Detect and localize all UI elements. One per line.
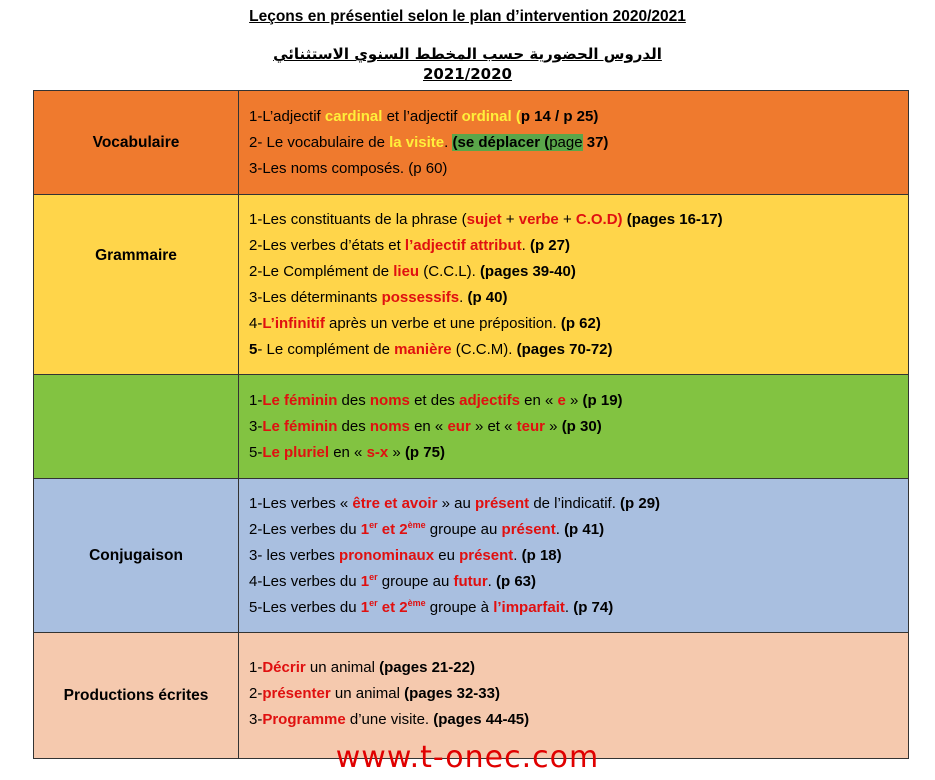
category-empty xyxy=(34,375,239,479)
lesson-line: 4-L’infinitif après un verbe et une préposition. (p 62) xyxy=(249,314,601,332)
lesson-line: 1-L’adjectif cardinal et l’adjectif ordinal (p 14 / p 25) xyxy=(249,107,599,125)
arabic-title-text: الدروس الحضورية حسب المخطط السنوي الاستثنائي xyxy=(273,45,662,63)
lesson-line: 5-Le pluriel en « s-x » (p 75) xyxy=(249,443,445,461)
lesson-line: 1-Le féminin des noms et des adjectifs en « e » (p 19) xyxy=(249,391,623,409)
lesson-line: 2- Le vocabulaire de la visite. (se déplacer (page 37) xyxy=(249,133,609,151)
lessons-table xyxy=(33,90,909,759)
lesson-line: 3-Programme d’une visite. (pages 44-45) xyxy=(249,711,530,728)
lesson-line: 4-Les verbes du 1er groupe au futur. (p 63) xyxy=(249,571,537,590)
category-grammaire: Grammaire xyxy=(34,195,239,375)
lesson-line: 3-Les déterminants possessifs. (p 40) xyxy=(249,288,508,306)
row-vocabulaire xyxy=(34,91,909,195)
lesson-line: 3- les verbes pronominaux eu présent. (p 18) xyxy=(249,546,562,564)
content-orthographe xyxy=(239,375,909,479)
lesson-line: 3-Les noms composés. (p 60) xyxy=(249,159,448,177)
lesson-line: 5-Les verbes du 1er et 2ème groupe à l’imparfait. (p 74) xyxy=(249,597,614,616)
row-grammaire xyxy=(34,195,909,375)
row-conjugaison xyxy=(34,479,909,633)
lesson-line: 2-Le Complément de lieu (C.C.L). (pages 39-40) xyxy=(249,262,576,280)
content-vocabulaire xyxy=(239,91,909,195)
lesson-line: 3-Le féminin des noms en « eur » et « teur » (p 30) xyxy=(249,417,602,435)
website-watermark: www.t-onec.com xyxy=(335,740,600,775)
lesson-line: 2-Les verbes d’états et l’adjectif attribut. (p 27) xyxy=(249,236,570,254)
lesson-line: 1-Les verbes « être et avoir » au présent de l’indicatif. (p 29) xyxy=(249,494,661,512)
lesson-line: 2-présenter un animal (pages 32-33) xyxy=(249,685,500,702)
lesson-line: 2-Les verbes du 1er et 2ème groupe au présent. (p 41) xyxy=(249,519,605,538)
page-title: Leçons en présentiel selon le plan d’intervention 2020/2021 xyxy=(249,8,686,25)
arabic-title xyxy=(0,44,935,84)
row-orthographe xyxy=(34,375,909,479)
category-vocabulaire: Vocabulaire xyxy=(34,91,239,195)
arabic-title-year: 2021/2020 xyxy=(423,65,512,83)
content-grammaire xyxy=(239,195,909,375)
category-productions-ecrites: Productions écrites xyxy=(34,633,239,759)
lesson-line: 1-Les constituants de la phrase (sujet + verbe + C.O.D) (pages 16-17) xyxy=(249,210,723,228)
category-conjugaison: Conjugaison xyxy=(34,479,239,633)
content-conjugaison xyxy=(239,479,909,633)
lesson-line: 5- Le complément de manière (C.C.M). (pages 70-72) xyxy=(249,340,613,358)
lesson-line: 1-Décrir un animal (pages 21-22) xyxy=(249,659,475,676)
